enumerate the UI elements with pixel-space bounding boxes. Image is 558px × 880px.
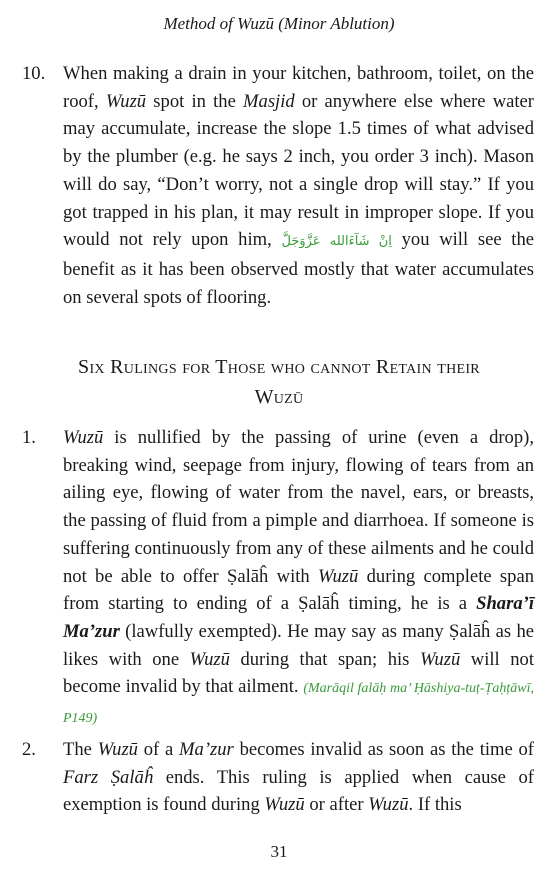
list-item-text: When making a drain in your kitchen, bathroom, toilet, on the roof, Wuzū spot in the Masjid or anywhere else where water may accumulate, increase the slope 1.5 times of what advised by the plumber (e.g. he says 2 inch, you order 3 inch). Mason will do say, “Don’t worry, not a single drop will stay.” If you got trapped in his plan, it may result in improper slope. If you would not rely upon him, اِنْ شَآءَالله عَزَّوَجَلَّ you will see the benefit as it has been observed mostly that water accumulates on several spots of flooring. <box>63 63 535 308</box>
list-item-text: The Wuzū of a Ma’zur becomes invalid as soon as the time of Farz Ṣalāĥ ends. This ruling is applied when cause of exemption is found during Wuzū or after Wuzū. If this <box>63 739 535 816</box>
arabic-phrase: اِنْ شَآءَالله عَزَّوَجَلَّ <box>281 234 392 250</box>
list-item-10 <box>22 60 534 311</box>
page-number: 31 <box>270 842 288 861</box>
running-header: Method of Wuzū (Minor Ablution) <box>163 14 395 33</box>
list-item-text: Wuzū is nullified by the passing of urine (even a drop), breaking wind, seepage from injury, flowing of tears from an ailing eye, flowing of water from the navel, ears, or breasts, the passing of fluid from a pimple and diarrhoea. If someone is suffering continuously from any of these ailments and he could not be able to offer Ṣalāĥ with Wuzū during complete span from starting to ending of a Ṣalāĥ timing, he is a Shara’ī Ma’zur (lawfully exempted). He may say as many Ṣalāĥ as he likes with one Wuzū during that span; his Wuzū will not become invalid by that ailment. (Marāqil falāḥ ma’ Ḥāshiya-tuṭ-Ṭaḥṭāwī, P149) <box>63 427 534 727</box>
list-number: 1. <box>22 427 36 448</box>
list-item-2 <box>22 736 534 819</box>
citation: (Marāqil falāḥ ma’ Ḥāshiya-tuṭ-Ṭaḥṭāwī, P149) <box>63 681 534 727</box>
list-number: 10. <box>22 63 46 84</box>
list-number: 2. <box>22 739 36 760</box>
list-item-1 <box>22 424 534 733</box>
section-heading: Six Rulings for Those who cannot Retain their Wuzū <box>78 356 480 408</box>
